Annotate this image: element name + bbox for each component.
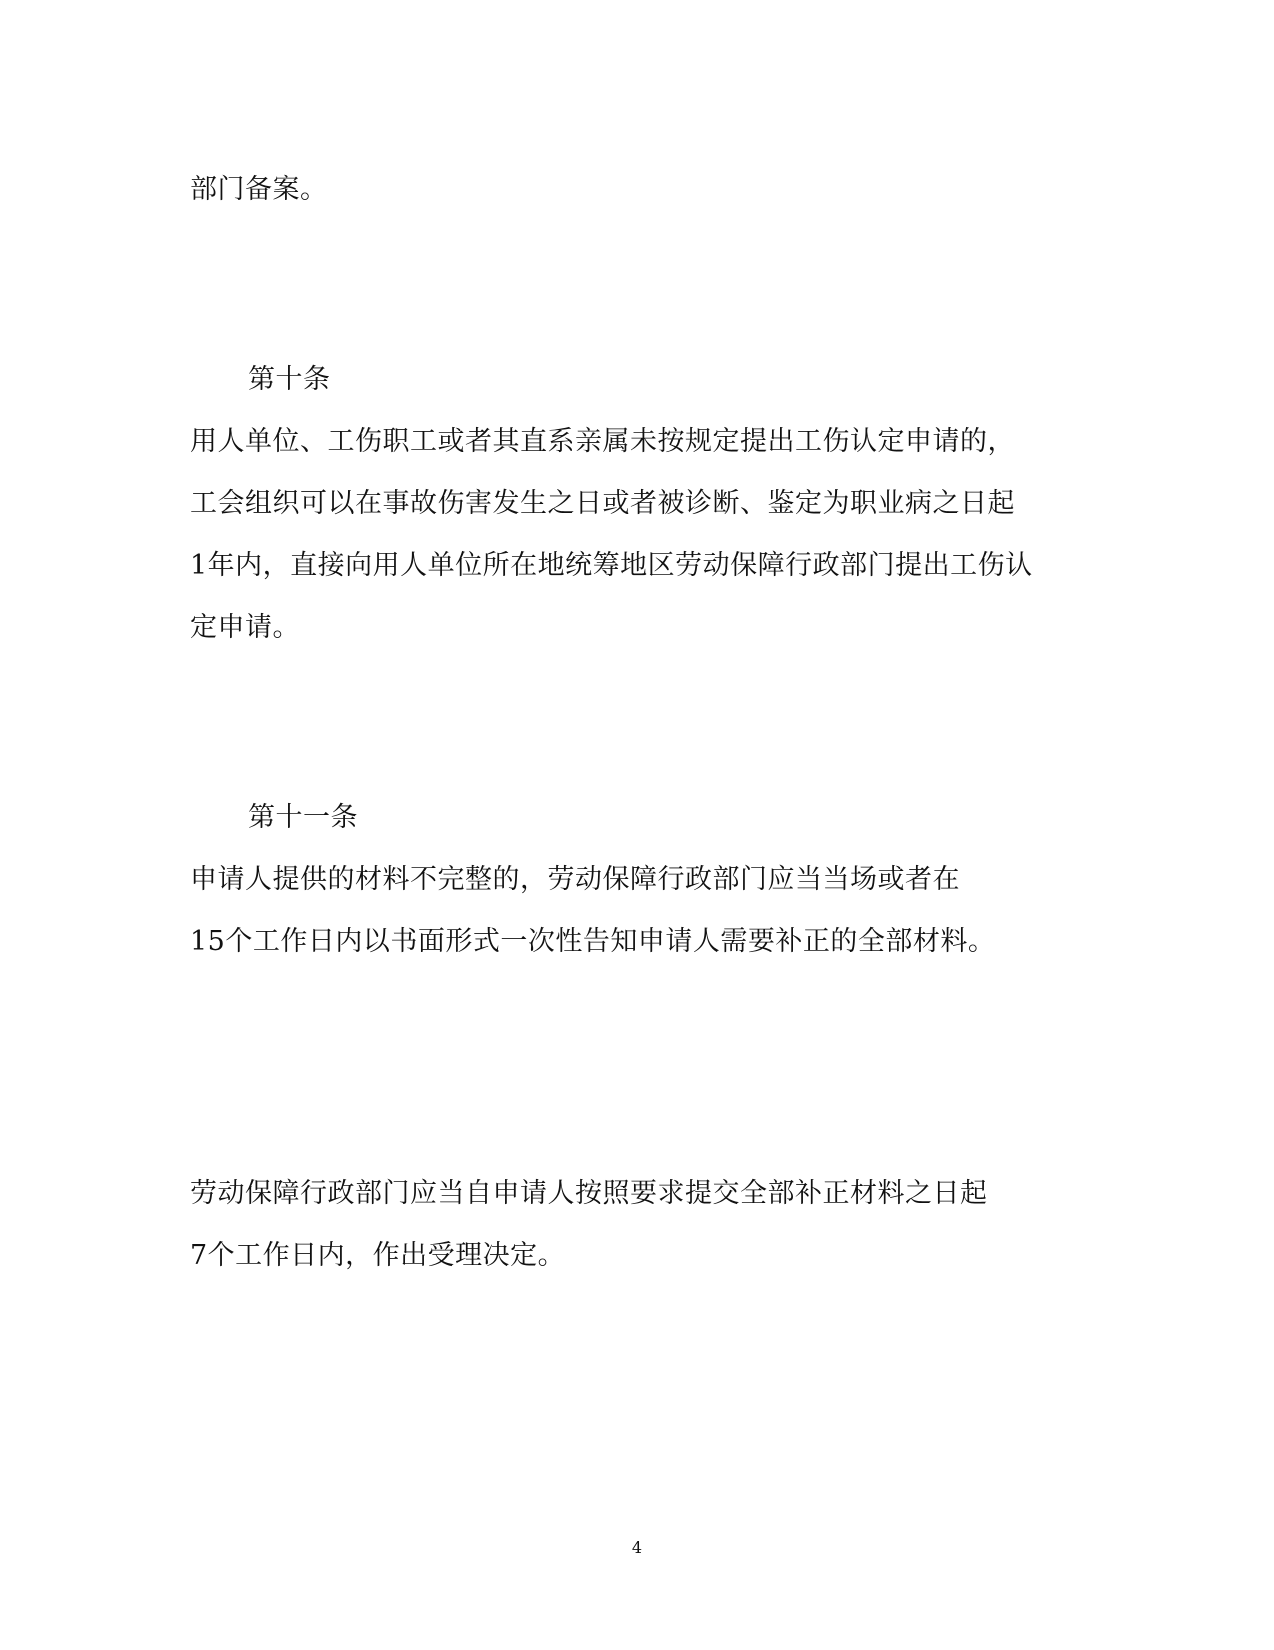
article-10-line: 用人单位、工伤职工或者其直系亲属未按规定提出工伤认定申请的，: [190, 426, 1015, 457]
article-10-line: 定申请。: [190, 612, 300, 643]
article-11-heading: 第十一条: [248, 802, 358, 833]
paragraph-line: 7个工作日内，作出受理决定。: [190, 1240, 566, 1271]
continuation-text: 部门备案。: [190, 174, 328, 205]
article-11-line: 申请人提供的材料不完整的，劳动保障行政部门应当当场或者在: [190, 864, 960, 895]
page-number: 4: [631, 1538, 643, 1557]
article-10-line: 工会组织可以在事故伤害发生之日或者被诊断、鉴定为职业病之日起: [190, 488, 1015, 519]
article-10-line: 1年内，直接向用人单位所在地统筹地区劳动保障行政部门提出工伤认: [190, 550, 1033, 581]
article-11-line: 15个工作日内以书面形式一次性告知申请人需要补正的全部材料。: [190, 926, 996, 957]
paragraph-line: 劳动保障行政部门应当自申请人按照要求提交全部补正材料之日起: [190, 1178, 988, 1209]
article-10-heading: 第十条: [248, 364, 331, 395]
